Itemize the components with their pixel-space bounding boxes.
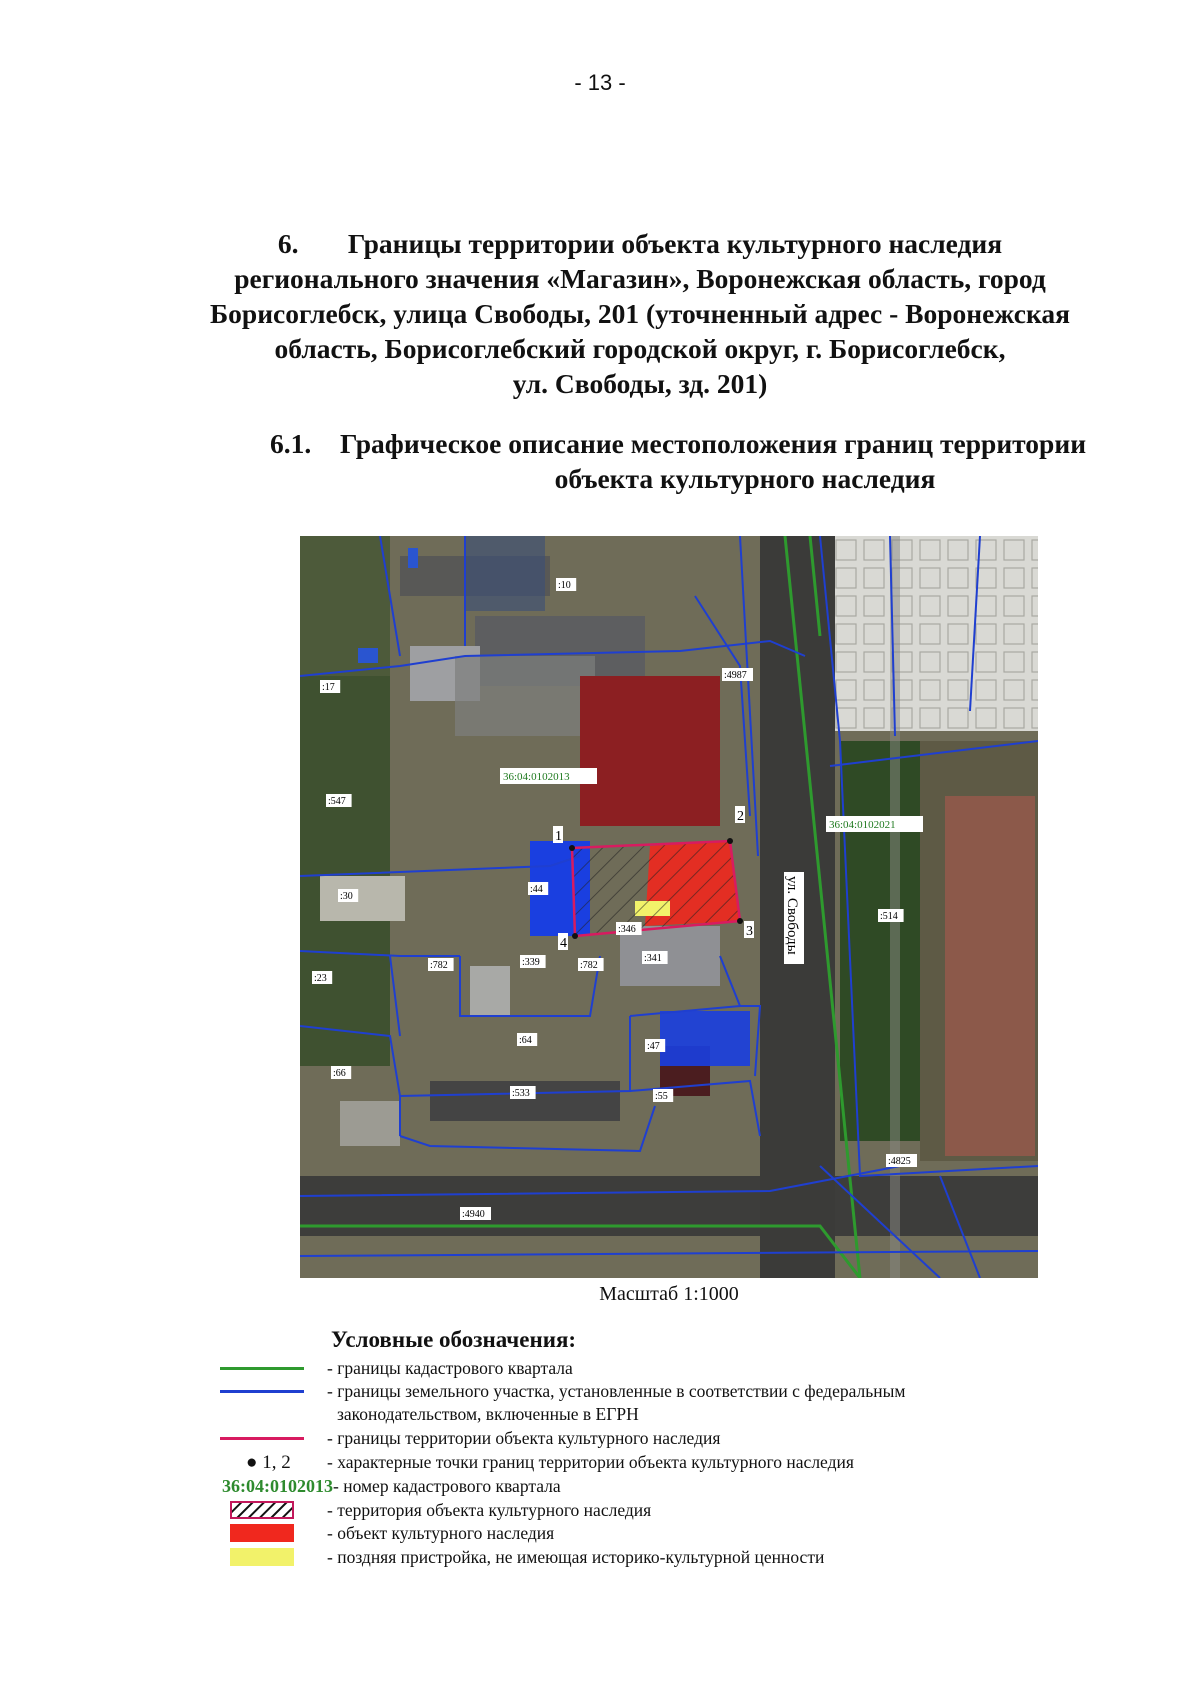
parcel-label: :782 — [430, 960, 448, 971]
parcel-label: :4987 — [724, 670, 747, 681]
parcel-label: :10 — [558, 580, 571, 591]
section-title-line-4: область, Борисоглебский городской округ, г. Борисоглебск, — [274, 333, 1006, 364]
red-roof-building — [580, 676, 720, 826]
parcel-label: :30 — [340, 891, 353, 902]
yellow-box-symbol — [230, 1548, 294, 1566]
parcel-label: :17 — [322, 682, 335, 693]
blue-line-symbol — [220, 1390, 304, 1393]
aerial-map — [300, 536, 1038, 1278]
parcel-label: :339 — [522, 957, 540, 968]
cadastral-quarter-label-2: 36:04:0102021 — [829, 819, 896, 831]
legend-title: Условные обозначения: — [331, 1327, 577, 1352]
point-label-4: 4 — [560, 936, 567, 951]
point-4 — [572, 933, 578, 939]
point-label-3: 3 — [746, 924, 753, 939]
point-1 — [569, 845, 575, 851]
parcel-label: :341 — [644, 953, 662, 964]
parcel-label: :47 — [647, 1041, 660, 1052]
heritage-territory-hatch — [572, 841, 740, 936]
cadastral-quarter-label-1: 36:04:0102013 — [503, 771, 570, 783]
parcel-label: :547 — [328, 796, 346, 807]
section-title-line-3: Борисоглебск, улица Свободы, 201 (уточненный адрес - Воронежская — [209, 298, 1071, 329]
section-title-line-1: 6. Границы территории объекта культурного наследия — [277, 228, 1003, 259]
parcel-label: :44 — [530, 884, 543, 895]
parcel-label: :4825 — [888, 1156, 911, 1167]
parcel-label: :346 — [618, 924, 636, 935]
page-number: - 13 - — [574, 70, 626, 95]
parcel-label: :514 — [880, 911, 898, 922]
blue-parcel-47 — [660, 1011, 750, 1066]
subsection-title-line-2: объекта культурного наследия — [554, 463, 936, 494]
green-line-symbol — [220, 1367, 304, 1370]
tiled-square — [805, 536, 1038, 731]
point-2 — [727, 838, 733, 844]
pink-line-symbol — [220, 1437, 304, 1440]
points-symbol: ● 1, 2 — [246, 1452, 291, 1473]
point-3 — [737, 918, 743, 924]
street-label: ул. Свободы — [784, 876, 800, 955]
hatch-symbol — [230, 1501, 294, 1519]
parcel-label: :23 — [314, 973, 327, 984]
subsection-title-line-1: Графическое описание местоположения границ территории — [340, 428, 1087, 459]
section-title-line-5: ул. Свободы, зд. 201) — [512, 368, 768, 399]
subsection-number: 6.1. — [270, 428, 312, 459]
point-label-1: 1 — [555, 829, 562, 844]
section-title-line-2: регионального значения «Магазин», Воронежская область, город — [234, 263, 1046, 294]
subsection-title — [270, 426, 1150, 496]
parcel-label: :64 — [519, 1035, 532, 1046]
section-title — [200, 226, 1080, 401]
cadastral-number-symbol: 36:04:0102013 — [222, 1476, 333, 1496]
point-label-2: 2 — [737, 809, 744, 824]
parcel-label: :782 — [580, 960, 598, 971]
parcel-label: :55 — [655, 1091, 668, 1102]
parcel-label: :66 — [333, 1068, 346, 1079]
red-box-symbol — [230, 1524, 294, 1542]
parcel-label: :4940 — [462, 1209, 485, 1220]
section-number: 6. — [277, 228, 299, 259]
parcel-label: :533 — [512, 1088, 530, 1099]
scale-text: Масштаб 1:1000 — [599, 1283, 739, 1305]
